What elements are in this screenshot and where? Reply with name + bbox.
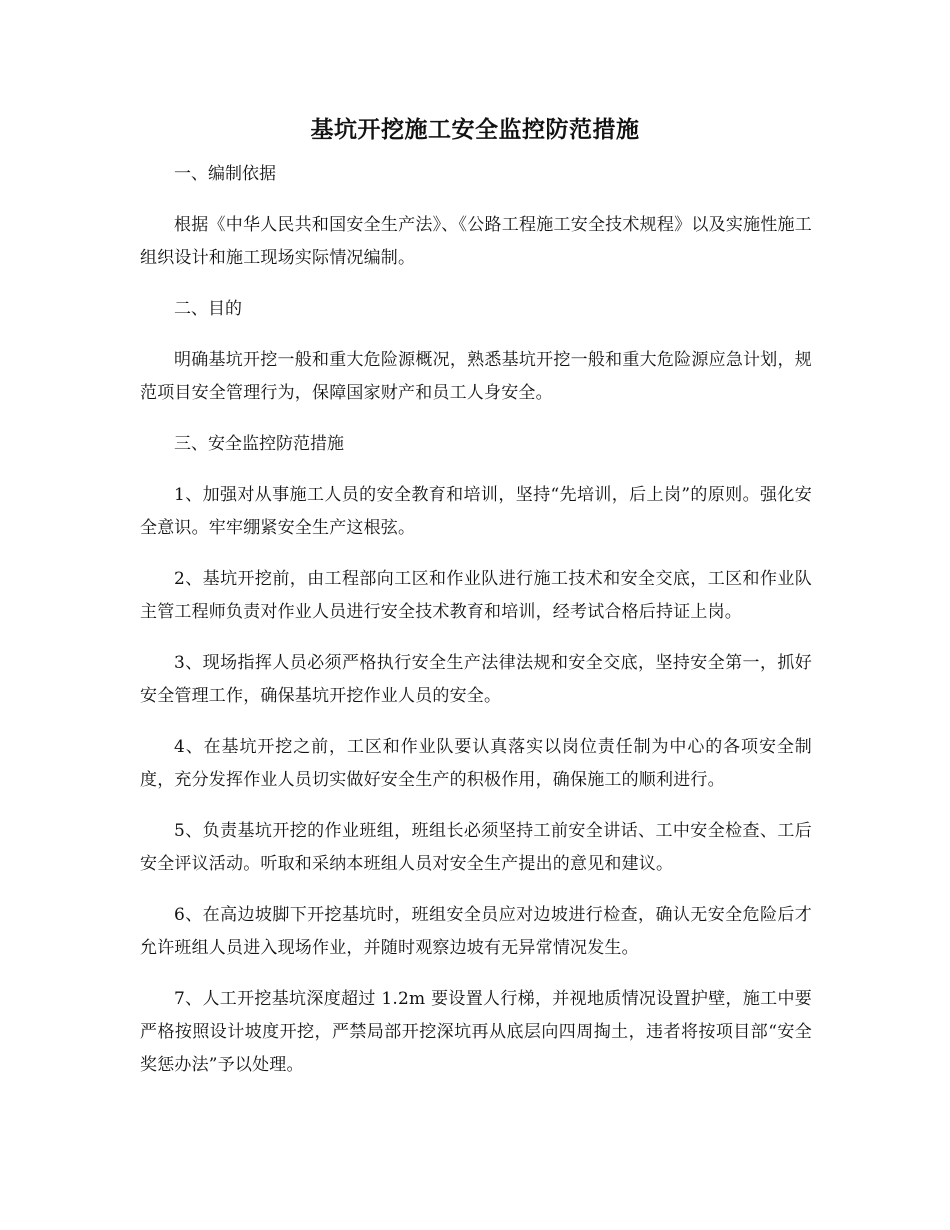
measure-item-5: 5、负责基坑开挖的作业班组，班组长必须坚持工前安全讲话、工中安全检查、工后安全评议活动。听取和采纳本班组人员对安全生产提出的意见和建议。	[140, 821, 812, 874]
measure-item-7: 7、人工开挖基坑深度超过 1.2m 要设置人行梯，并视地质情况设置护壁，施工中要严格按照设计坡度开挖，严禁局部开挖深坑再从底层向四周掏土，违者将按项目部“安全奖惩办法”予以处理。	[140, 989, 812, 1075]
measure-item-2: 2、基坑开挖前，由工程部向工区和作业队进行施工技术和安全交底，工区和作业队主管工程师负责对作业人员进行安全技术教育和培训，经考试合格后持证上岗。	[140, 569, 812, 622]
document-title: 基坑开挖施工安全监控防范措施	[310, 116, 640, 143]
section-heading-purpose: 二、目的	[174, 299, 242, 319]
measure-item-6: 6、在高边坡脚下开挖基坑时，班组安全员应对边坡进行检查，确认无安全危险后才允许班组人员进入现场作业，并随时观察边坡有无异常情况发生。	[140, 905, 812, 958]
paragraph-basis: 根据《中华人民共和国安全生产法》、《公路工程施工安全技术规程》以及实施性施工组织设计和施工现场实际情况编制。	[140, 215, 812, 268]
paragraph-purpose: 明确基坑开挖一般和重大危险源概况，熟悉基坑开挖一般和重大危险源应急计划，规范项目安全管理行为，保障国家财产和员工人身安全。	[140, 350, 812, 403]
measure-item-4: 4、在基坑开挖之前，工区和作业队要认真落实以岗位责任制为中心的各项安全制度，充分发挥作业人员切实做好安全生产的积极作用，确保施工的顺利进行。	[140, 737, 812, 790]
section-heading-basis: 一、编制依据	[174, 164, 276, 184]
section-heading-measures: 三、安全监控防范措施	[174, 434, 344, 454]
measure-item-3: 3、现场指挥人员必须严格执行安全生产法律法规和安全交底，坚持安全第一，抓好安全管理工作，确保基坑开挖作业人员的安全。	[140, 653, 812, 706]
document-body	[140, 158, 812, 1100]
measure-item-1: 1、加强对从事施工人员的安全教育和培训，坚持“先培训，后上岗”的原则。强化安全意识。牢牢绷紧安全生产这根弦。	[140, 485, 812, 538]
